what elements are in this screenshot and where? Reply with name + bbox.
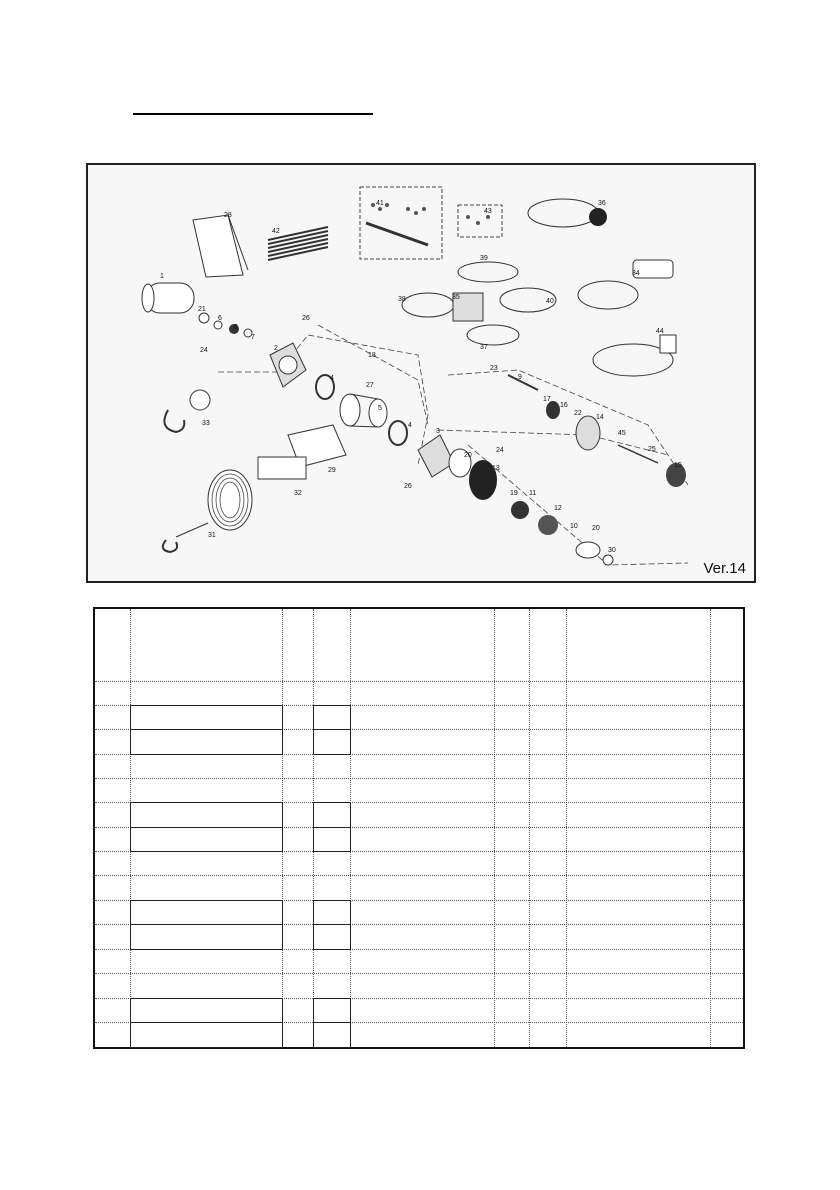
part-number-label: 2 <box>274 345 278 352</box>
part-number-label: 45 <box>618 430 626 437</box>
part-number-label: 8 <box>234 324 238 331</box>
part-number-label: 39 <box>480 255 488 262</box>
section-title-underline <box>133 113 373 115</box>
row-divider <box>95 681 743 682</box>
table-cell <box>130 998 283 1023</box>
part-number-label: 44 <box>656 328 664 335</box>
row-divider <box>95 973 743 974</box>
part-number-label: 43 <box>484 208 492 215</box>
row-divider <box>95 778 743 779</box>
column-divider <box>529 609 530 1047</box>
part-number-label: 38 <box>398 296 406 303</box>
part-number-label: 12 <box>554 505 562 512</box>
part-number-label: 5 <box>378 405 382 412</box>
table-cell <box>130 802 283 828</box>
part-number-label: 28 <box>224 212 232 219</box>
part-number-label: 33 <box>202 420 210 427</box>
part-number-label: 30 <box>608 547 616 554</box>
part-number-label: 9 <box>518 374 522 381</box>
part-number-label: 16 <box>560 402 568 409</box>
part-number-label: 19 <box>510 490 518 497</box>
table-cell <box>130 1022 283 1048</box>
part-number-label: 3 <box>436 428 440 435</box>
part-number-label: 27 <box>366 382 374 389</box>
table-cell <box>130 900 283 925</box>
table-cell <box>130 729 283 755</box>
part-number-label: 6 <box>218 315 222 322</box>
part-number-label: 40 <box>546 298 554 305</box>
part-number-label: 4 <box>408 422 412 429</box>
part-number-label: 22 <box>574 410 582 417</box>
table-cell <box>313 1022 351 1048</box>
part-number-label: 4 <box>330 375 334 382</box>
part-number-label: 41 <box>376 200 384 207</box>
part-number-label: 18 <box>368 352 376 359</box>
part-number-label: 1 <box>160 273 164 280</box>
exploded-parts-diagram <box>86 163 756 583</box>
row-divider <box>95 875 743 876</box>
diagram-drawing <box>88 165 754 581</box>
part-number-label: 26 <box>404 483 412 490</box>
table-cell <box>313 729 351 755</box>
part-number-label: 10 <box>570 523 578 530</box>
table-cell <box>313 827 351 852</box>
table-cell <box>313 900 351 925</box>
part-number-label: 7 <box>251 334 255 341</box>
part-number-label: 21 <box>198 306 206 313</box>
part-number-label: 20 <box>464 452 472 459</box>
parts-table <box>93 607 745 1049</box>
table-cell <box>130 827 283 852</box>
part-number-label: 23 <box>490 365 498 372</box>
part-number-label: 31 <box>208 532 216 539</box>
table-cell <box>313 705 351 730</box>
part-number-label: 25 <box>648 446 656 453</box>
column-divider <box>494 609 495 1047</box>
part-number-label: 15 <box>674 462 682 469</box>
column-divider <box>566 609 567 1047</box>
part-number-label: 32 <box>294 490 302 497</box>
part-number-label: 34 <box>632 270 640 277</box>
part-number-label: 24 <box>496 447 504 454</box>
part-number-label: 35 <box>452 294 460 301</box>
part-number-label: 14 <box>596 414 604 421</box>
table-cell <box>313 802 351 828</box>
part-number-label: 26 <box>302 315 310 322</box>
part-number-label: 29 <box>328 467 336 474</box>
part-number-label: 24 <box>200 347 208 354</box>
table-cell <box>313 998 351 1023</box>
part-number-label: 13 <box>492 465 500 472</box>
table-cell <box>313 924 351 950</box>
part-number-label: 37 <box>480 344 488 351</box>
part-number-label: 36 <box>598 200 606 207</box>
column-divider <box>710 609 711 1047</box>
part-number-label: 11 <box>529 490 537 497</box>
version-label: Ver.14 <box>703 560 746 577</box>
table-cell <box>130 924 283 950</box>
table-cell <box>130 705 283 730</box>
part-number-label: 17 <box>543 396 551 403</box>
part-number-label: 42 <box>272 228 280 235</box>
part-number-label: 20 <box>592 525 600 532</box>
